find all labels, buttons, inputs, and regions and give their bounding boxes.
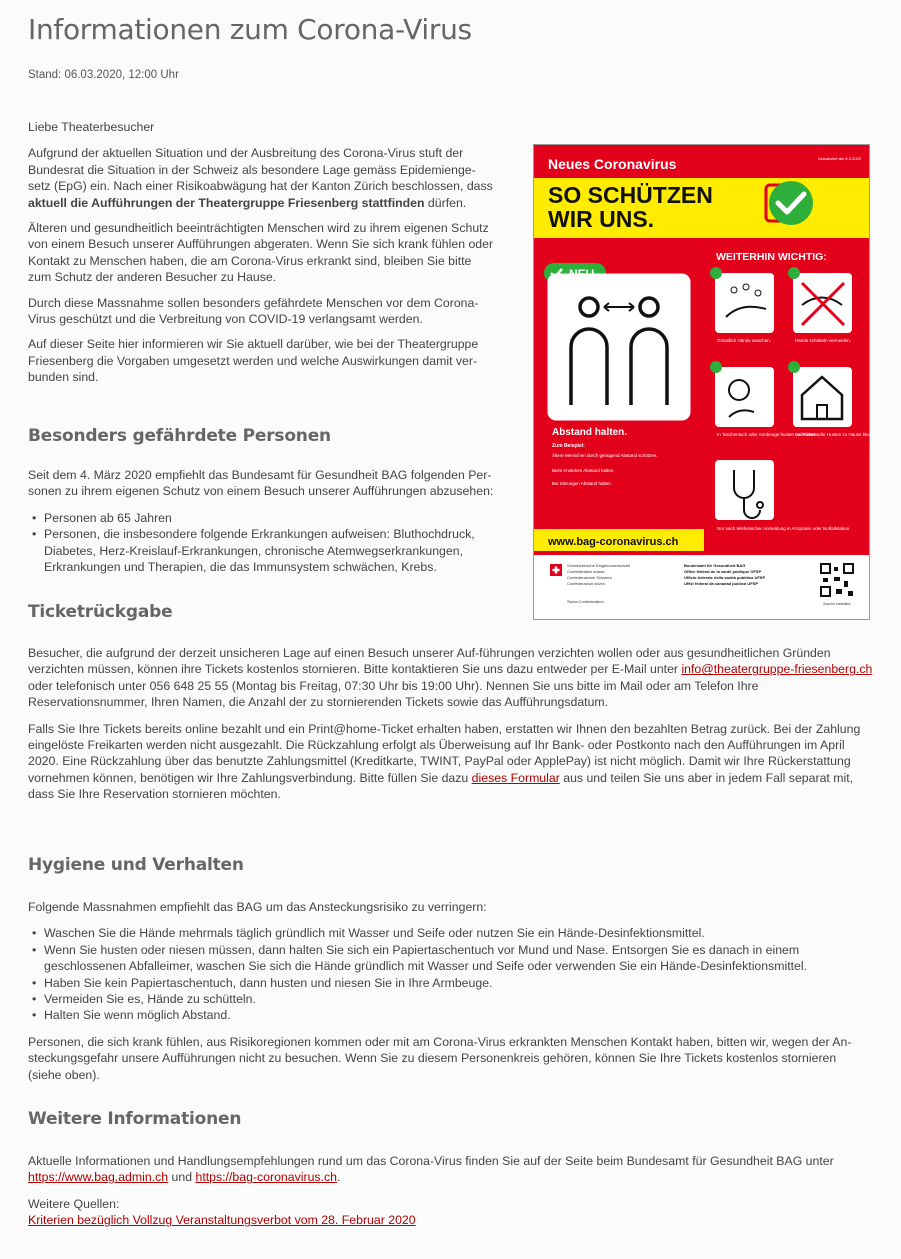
intro-paragraph-2: Älteren und gesundheitlich beeinträchtigten Menschen wird zu ihrem eigenen Schutz von einem Besuch unserer Aufführungen abgeraten. Wenn Sie sich krank fühlen oder Kontakt zu Menschen haben, die am Corona-Virus erkrankt sind, bleiben Sie bitte zum Schutz der anderen Besucher zu Hause. bbox=[28, 221, 494, 285]
heading-hygiene: Hygiene und Verhalten bbox=[28, 855, 244, 875]
hygiene-text: Folgende Massnahmen empfiehlt das BAG um das Ansteckungsrisiko zu verringern: bbox=[28, 900, 487, 914]
qr-code-icon bbox=[820, 563, 854, 597]
confederation-line-3: Confederazione Svizzera bbox=[567, 575, 612, 580]
distance-icon bbox=[548, 274, 690, 420]
intro-text: Aufgrund der aktuellen Situation und der Ausbreitung des Corona-Virus stuft der Bundesrat die Situation in der Schweiz als besondere Lage gemäss Epidemienge-setz (EpG) ein. Nach einer Risikoabwägung hat der Kanton Zürich beschlossen, dass bbox=[28, 146, 493, 194]
cough-icon bbox=[710, 361, 774, 427]
intro-paragraph-3: Durch diese Massnahme sollen besonders gefährdete Menschen vor dem Corona-Virus geschützt und die Verbreitung von COVID-19 verlangsamt werden. bbox=[28, 295, 479, 327]
office-line-3: Ufficio federale della sanità pubblica UFSP bbox=[684, 575, 766, 580]
form-link[interactable]: dieses Formular bbox=[471, 770, 560, 785]
heading-more-info: Weitere Informationen bbox=[28, 1109, 242, 1129]
office-line-1: Bundesamt für Gesundheit BAG bbox=[684, 563, 746, 568]
poster-still-important: WEITERHIN WICHTIG: bbox=[716, 251, 827, 263]
intro-section bbox=[28, 119, 498, 386]
sources-link[interactable]: Kriterien bezüglich Vollzug Veranstaltungsverbot vom 28. Februar 2020 bbox=[28, 1213, 416, 1228]
list-item: • Wenn Sie husten oder niesen müssen, dann halten Sie sich ein Papiertaschentuch vor Mund und Nase. Entsorgen Sie es danach in einem geschlossenen Abfalleimer, waschen Sie sich die Hände gründlich mit Wasser und Seife oder verwenden Sie ein Hände-Desinfektionsmittel. bbox=[44, 942, 873, 975]
heading-risk-groups: Besonders gefährdete Personen bbox=[28, 426, 331, 446]
stethoscope-icon bbox=[715, 460, 774, 520]
list-item: • Vermeiden Sie es, Hände zu schütteln. bbox=[44, 991, 873, 1007]
more-info-section bbox=[28, 1153, 873, 1229]
poster-website: www.bag-coronavirus.ch bbox=[548, 536, 679, 548]
page-title: Informationen zum Corona-Virus bbox=[28, 13, 472, 46]
poster-headline-1: SO SCHÜTZEN bbox=[548, 182, 713, 208]
bag-poster bbox=[533, 144, 879, 620]
bag-coronavirus-link[interactable]: https://bag-coronavirus.ch bbox=[195, 1170, 337, 1185]
tile-label-2: Hände schütteln vermeiden. bbox=[795, 338, 852, 343]
ticket-paragraph-1 bbox=[28, 645, 873, 711]
list-item: • Halten Sie wenn möglich Abstand. bbox=[44, 1007, 873, 1023]
confederation-line-1: Schweizerische Eidgenossenschaft bbox=[567, 563, 630, 568]
bag-admin-link[interactable]: https://www.bag.admin.ch bbox=[28, 1170, 169, 1185]
refund-text-end: aus und teilen Sie uns aber in jedem Fall separat mit, dass Sie Ihre Reservation stornieren möchten. bbox=[28, 770, 854, 802]
heading-ticket-return: Ticketrückgabe bbox=[28, 602, 173, 622]
list-item: • Personen ab 65 Jahren bbox=[44, 510, 498, 526]
risk-section bbox=[28, 467, 498, 575]
tile-label-5: Nur nach telefonischer Anmeldung in Arztpraxis oder Notfallstation. bbox=[717, 526, 851, 531]
poster-distance-title: Abstand halten. bbox=[552, 427, 628, 438]
confederation-line-2: Confédération suisse bbox=[567, 569, 605, 574]
ticket-text-end: oder telefonisch unter 056 648 25 55 (Montag bis Freitag, 07:30 Uhr bis 19:00 Uhr). Nennen Sie uns bitte im Mail oder am Telefon Ihre Reservationsnummer, Ihren Namen, die Anzahl der zu stornierenden Tickets sowie das Aufführungsdatum. bbox=[28, 678, 759, 710]
intro-paragraph-4: Auf dieser Seite hier informieren wir Sie aktuell darüber, wie bei der Theatergruppe Friesenberg die Vorgaben umgesetzt werden und welche Auswirkungen damit ver-bunden sind. bbox=[28, 337, 479, 385]
hygiene-list bbox=[28, 925, 873, 1023]
intro-text-end: dürfen. bbox=[424, 195, 467, 210]
more-info-lead: Aktuelle Informationen und Handlungsempfehlungen rund um das Corona-Virus finden Sie auf der Seite beim Bundesamt für Gesundheit BAG unter bbox=[28, 1154, 834, 1168]
house-icon bbox=[788, 361, 852, 427]
status-date: Stand: 06.03.2020, 12:00 Uhr bbox=[28, 69, 179, 81]
tile-label-4: Bei Fieber oder Husten zu Hause bleiben. bbox=[795, 432, 879, 437]
refund-text: Falls Sie Ihre Tickets bereits online bezahlt und ein Print@home-Ticket erhalten haben, erstatten wir Ihnen den bezahlten Betrag zurück. Bei der Zahlung eingelöste Freikarten werden nicht ausgezahlt. Die Rückzahlung erfolgt als Überweisung auf Ihr Bank- oder Postkonto nach den Aufführungen im April 2020. Eine Rückzahlung über das benutzte Zahlungsmittel (Kreditkarte, TWINT, PayPal oder ApplePay) ist nicht möglich. Damit wir Ihre Rückerstattung vornehmen können, benötigen wir Ihre Zahlungsverbindung. Bitte füllen Sie dazu bbox=[28, 721, 861, 785]
connector-text: und bbox=[168, 1170, 196, 1185]
ticket-paragraph-2 bbox=[28, 721, 873, 803]
poster-bullet-2: Beim Anstehen Abstand halten. bbox=[552, 468, 615, 473]
risk-list bbox=[28, 510, 498, 576]
risk-text: Seit dem 4. März 2020 empfiehlt das Bundesamt für Gesundheit BAG folgenden Per-sonen zu ihrem eigenen Schutz von einem Besuch unserer Aufführungen abzusehen: bbox=[28, 468, 494, 499]
sources-item bbox=[28, 1212, 873, 1228]
intro-bold: aktuell die Aufführungen der Theatergruppe Friesenberg stattfinden bbox=[28, 195, 425, 210]
no-handshake-icon bbox=[788, 267, 852, 333]
ticket-text: Besucher, die aufgrund der derzeit unsicheren Lage auf einen Besuch unserer Auf-führungen verzichten wollen oder aus gesundheitlichen Gründen verzichten müssen, können ihre Tickets kostenlos stornieren. Bitte kontaktieren Sie uns dazu entweder per E-Mail unter bbox=[28, 646, 831, 677]
poster-updated: Aktualisiert am 5.3.2020 bbox=[818, 156, 861, 161]
confederation-line-5: Swiss Confederation bbox=[567, 599, 604, 604]
poster-example: Zum Beispiel: bbox=[552, 443, 585, 449]
list-item: • Haben Sie kein Papiertaschentuch, dann husten und niesen Sie in Ihre Armbeuge. bbox=[44, 975, 873, 991]
more-info-text bbox=[28, 1153, 873, 1186]
poster-top-label: Neues Coronavirus bbox=[548, 156, 677, 172]
qr-caption: Scan for translation bbox=[823, 602, 851, 606]
tile-label-1: Gründlich Hände waschen. bbox=[717, 338, 772, 343]
hygiene-closing: Personen, die sich krank fühlen, aus Risikoregionen kommen oder mit am Corona-Virus erkrankten Menschen Kontakt haben, bitten wir, wegen der An-steckungsgefahr unsere Aufführungen nicht zu besuchen. Wenn Sie zu diesem Personenkreis gehören, können Sie Ihre Tickets kostenlos stornieren (siehe oben). bbox=[28, 1034, 852, 1082]
ticket-section bbox=[28, 645, 873, 803]
hygiene-section bbox=[28, 899, 873, 1083]
greeting: Liebe Theaterbesucher bbox=[28, 120, 155, 134]
swiss-flag-icon bbox=[550, 564, 562, 576]
office-line-2: Office fédéral de la santé publique OFSP bbox=[684, 569, 762, 574]
period: . bbox=[336, 1170, 341, 1185]
email-link[interactable]: info@theatergruppe-friesenberg.ch bbox=[681, 662, 873, 677]
hand-wash-icon bbox=[710, 267, 774, 333]
confederation-line-4: Confederaziun svizra bbox=[567, 581, 605, 586]
sources-label: Weitere Quellen: bbox=[28, 1196, 120, 1211]
intro-paragraph-1 bbox=[28, 145, 498, 211]
tile-label-3: In Taschentuch oder Armbeuge husten und niesen. bbox=[717, 432, 819, 437]
poster-headline-2: WIR UNS. bbox=[548, 206, 655, 232]
poster-graphic bbox=[534, 145, 879, 619]
poster-bullet-1: Ältere Menschen durch genügend Abstand schützen. bbox=[552, 453, 658, 458]
poster-bullet-3: Bei Sitzungen Abstand halten. bbox=[552, 481, 613, 486]
list-item: • Personen, die insbesondere folgende Erkrankungen aufweisen: Bluthochdruck, Diabetes, Herz-Kreislauf-Erkrankungen, chronische Atemwegserkrankungen, Erkrankungen und Therapien, die das Immunsystem schwächen, Krebs. bbox=[44, 526, 498, 575]
office-line-4: Uffizi federal da sanadad publica UFSP bbox=[684, 581, 759, 586]
list-item: • Waschen Sie die Hände mehrmals täglich gründlich mit Wasser und Seife oder nutzen Sie ein Hände-Desinfektionsmittel. bbox=[44, 925, 873, 941]
